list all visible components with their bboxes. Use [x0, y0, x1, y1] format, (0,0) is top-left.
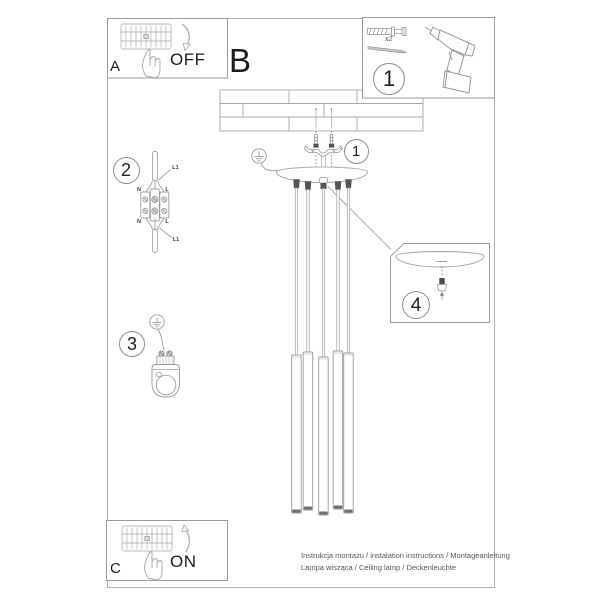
pendant-cords: [295, 188, 349, 357]
section-b-label: B: [229, 42, 252, 79]
wire-label-l-top: L: [165, 187, 169, 193]
wire-label-l1-bottom: L1: [172, 237, 180, 243]
mounting-bracket: [304, 146, 343, 156]
fuse-panel-icon: [122, 526, 172, 551]
panel-c-letter: C: [110, 560, 121, 577]
wire-label-l-bottom: L: [165, 219, 169, 225]
footer-title-line: Instrukcja montażu / instalation instructions / Montageanleitung: [301, 551, 510, 560]
panel-a-letter: A: [110, 58, 121, 75]
wire-label-n-top: N: [137, 187, 141, 193]
terminal-block-icon: [141, 152, 172, 253]
wire-label-l1-top: L1: [172, 164, 179, 171]
ceiling-cup-icon: [152, 351, 180, 397]
fuse-panel-icon: [121, 24, 171, 49]
switch-off-label: OFF: [170, 50, 206, 69]
switch-on-label: ON: [170, 552, 197, 571]
pendant-tubes: [292, 351, 354, 515]
ground-icon: [150, 315, 164, 329]
ground-step-drawing: [150, 315, 180, 397]
bracket-step-badge: 1: [344, 139, 369, 164]
ground-icon: [252, 149, 292, 171]
tools-step-badge: 1: [373, 63, 405, 95]
mounting-screws: [314, 131, 334, 167]
wire-label-n-bottom: N: [137, 219, 141, 225]
wiring-step-badge: 2: [113, 157, 140, 184]
ground-step-badge: 3: [119, 331, 145, 357]
canopy-step-badge: 4: [402, 291, 430, 319]
footer-subtitle-line: Lampa wisząca / Ceiling lamp / Deckenleuchte: [301, 563, 457, 572]
anchor-qty-label: x2: [385, 36, 393, 43]
